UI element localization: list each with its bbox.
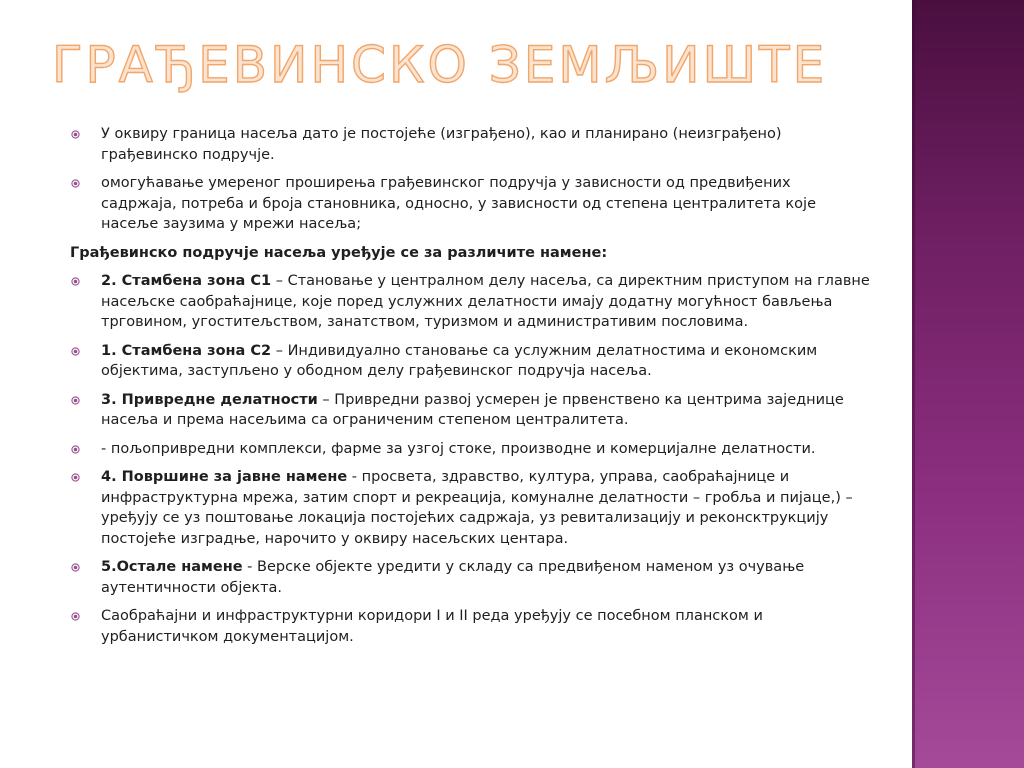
list-item	[70, 271, 870, 333]
item-text: Верске објекте уредити у складу са предвиђеном наменом уз очување аутентичности објекта.	[101, 559, 805, 596]
section-heading	[70, 243, 870, 264]
item-dash: –	[271, 273, 288, 289]
item-text: Саобраћајни и инфраструктурни коридори I и II реда уређују се посебном планском и урбанистичком документацијом.	[101, 608, 763, 645]
item-dash: -	[347, 469, 362, 485]
list-item	[70, 173, 870, 235]
circle-bullet-icon	[71, 473, 80, 482]
item-bold: 4. Површине за јавне намене	[101, 469, 348, 485]
side-decor-band-edge	[912, 0, 915, 768]
list-item	[70, 606, 870, 647]
list-item	[70, 390, 870, 431]
item-text: Индивидуално становање са услужним делатностима и економским објектима, заступљено у ободном делу грађевинског подручја насеља.	[101, 342, 818, 379]
circle-bullet-icon	[71, 563, 80, 572]
item-text: - пољопривредни комплекси, фарме за узгој стоке, производне и комерцијалне делатности.	[101, 440, 816, 457]
item-text: омогућавање умереног проширења грађевинског подручја у зависности од предвиђених садржаја, потреба и броја становника, односно, у зависности од степена централитета које насеље заузима у мрежи насеља;	[101, 175, 816, 232]
circle-bullet-icon	[71, 612, 80, 621]
item-text: Привредни развој усмерен је првенствено ка центрима заједнице насеља и према насељима са ограниченим степеном централитета.	[101, 391, 844, 428]
circle-bullet-icon	[71, 445, 80, 454]
circle-bullet-icon	[71, 347, 80, 356]
list-item	[70, 341, 870, 382]
item-text: Становање у централном делу насеља, са директним приступом на главне насељске саобраћајнице, које поред услужних делатности имају додатну могућност бављења трговином, угоститељством, занатством, туризмом и административим пословима.	[101, 273, 870, 330]
item-dash: –	[317, 391, 335, 408]
item-bold: 5.Остале намене	[101, 559, 243, 575]
list-item	[70, 557, 870, 598]
slide-title: ГРАЂЕВИНСКО ЗЕМЉИШТЕ	[52, 36, 828, 94]
item-dash: –	[271, 342, 288, 359]
list-item	[70, 124, 870, 165]
circle-bullet-icon	[71, 130, 80, 139]
list-item	[70, 467, 870, 549]
circle-bullet-icon	[71, 277, 80, 286]
item-text: просвета, здравство, култура, управа, саобраћајнице и инфраструктурна мрежа, затим спорт и рекреација, комуналне делатности – гробља и пијаце,) – уређују се уз поштовање локација постојећих садржаја, уз ревитализацију и реконсктрукцију постојеће изградње, нарочито у оквиру насељских центара.	[101, 469, 853, 547]
item-dash: -	[242, 559, 258, 575]
side-decor-band	[912, 0, 1024, 768]
circle-bullet-icon	[71, 179, 80, 188]
item-bold: 2. Стамбена зона С1	[101, 273, 272, 289]
slide-body	[70, 124, 870, 655]
item-bold: 1. Стамбена зона С2	[101, 342, 272, 359]
item-text: У оквиру граница насеља дато је постојеће (изграђено), као и планирано (неизграђено) грађевинско подручје.	[101, 126, 782, 163]
list-item	[70, 439, 870, 460]
section-heading-text: Грађевинско подручје насеља уређује се за различите намене:	[70, 244, 608, 261]
circle-bullet-icon	[71, 396, 80, 405]
item-bold: 3. Привредне делатности	[101, 391, 318, 408]
